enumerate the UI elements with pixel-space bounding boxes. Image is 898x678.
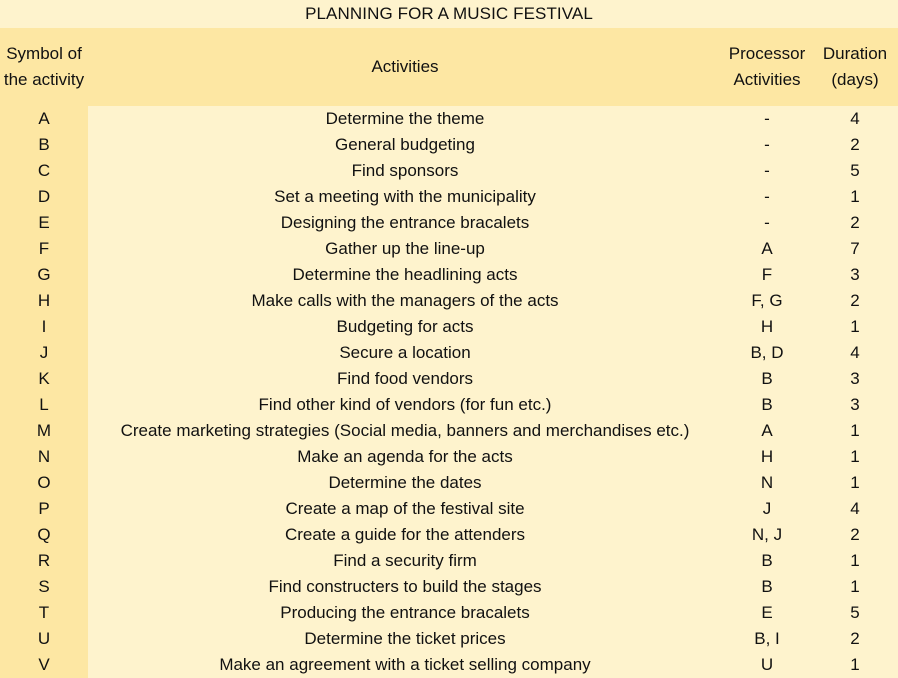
cell-symbol: F	[0, 236, 88, 262]
cell-processor: B, I	[722, 626, 812, 652]
header-row	[0, 28, 898, 106]
cell-processor: A	[722, 418, 812, 444]
cell-duration: 2	[812, 626, 898, 652]
cell-duration: 5	[812, 600, 898, 626]
cell-activity: Create marketing strategies (Social media, banners and merchandises etc.)	[88, 418, 722, 444]
cell-duration: 2	[812, 288, 898, 314]
cell-activity: Determine the headlining acts	[88, 262, 722, 288]
table-row	[0, 132, 898, 158]
cell-symbol: B	[0, 132, 88, 158]
cell-duration: 4	[812, 106, 898, 132]
cell-activity: Create a guide for the attenders	[88, 522, 722, 548]
cell-activity: Find sponsors	[88, 158, 722, 184]
cell-duration: 5	[812, 158, 898, 184]
table-row	[0, 366, 898, 392]
table-body	[0, 106, 898, 678]
table-row	[0, 184, 898, 210]
cell-activity: Find constructers to build the stages	[88, 574, 722, 600]
cell-activity: Determine the ticket prices	[88, 626, 722, 652]
table-title: PLANNING FOR A MUSIC FESTIVAL	[0, 0, 898, 28]
cell-duration: 3	[812, 262, 898, 288]
cell-activity: Producing the entrance bracalets	[88, 600, 722, 626]
table-row	[0, 522, 898, 548]
table-row	[0, 600, 898, 626]
cell-duration: 4	[812, 496, 898, 522]
header-activities	[88, 28, 722, 106]
cell-processor: B	[722, 392, 812, 418]
cell-symbol: M	[0, 418, 88, 444]
cell-processor: -	[722, 210, 812, 236]
header-activities-label: Activities	[371, 57, 439, 76]
cell-symbol: V	[0, 652, 88, 678]
cell-activity: Set a meeting with the municipality	[88, 184, 722, 210]
table-row	[0, 158, 898, 184]
header-symbol	[0, 28, 88, 106]
table-row	[0, 470, 898, 496]
cell-symbol: E	[0, 210, 88, 236]
table-row	[0, 262, 898, 288]
cell-processor: N	[722, 470, 812, 496]
cell-processor: H	[722, 444, 812, 470]
cell-processor: -	[722, 158, 812, 184]
cell-activity: Determine the theme	[88, 106, 722, 132]
cell-activity: Find food vendors	[88, 366, 722, 392]
cell-symbol: H	[0, 288, 88, 314]
cell-processor: -	[722, 184, 812, 210]
cell-processor: E	[722, 600, 812, 626]
cell-symbol: I	[0, 314, 88, 340]
cell-symbol: O	[0, 470, 88, 496]
header-processor	[722, 28, 812, 106]
cell-symbol: R	[0, 548, 88, 574]
cell-symbol: P	[0, 496, 88, 522]
cell-activity: Determine the dates	[88, 470, 722, 496]
cell-processor: N, J	[722, 522, 812, 548]
table-row	[0, 340, 898, 366]
cell-duration: 1	[812, 418, 898, 444]
header-duration-label: Duration (days)	[822, 44, 888, 89]
cell-processor: F	[722, 262, 812, 288]
table-row	[0, 288, 898, 314]
cell-processor: B, D	[722, 340, 812, 366]
cell-activity: Make an agreement with a ticket selling company	[88, 652, 722, 678]
cell-processor: -	[722, 106, 812, 132]
cell-symbol: Q	[0, 522, 88, 548]
cell-activity: Budgeting for acts	[88, 314, 722, 340]
cell-duration: 1	[812, 444, 898, 470]
cell-duration: 2	[812, 132, 898, 158]
cell-duration: 3	[812, 392, 898, 418]
cell-processor: -	[722, 132, 812, 158]
cell-symbol: J	[0, 340, 88, 366]
cell-symbol: T	[0, 600, 88, 626]
cell-processor: B	[722, 366, 812, 392]
cell-symbol: D	[0, 184, 88, 210]
cell-duration: 1	[812, 184, 898, 210]
cell-duration: 1	[812, 314, 898, 340]
table-row	[0, 106, 898, 132]
cell-activity: Find other kind of vendors (for fun etc.)	[88, 392, 722, 418]
table-row	[0, 496, 898, 522]
cell-processor: B	[722, 574, 812, 600]
cell-processor: U	[722, 652, 812, 678]
cell-processor: J	[722, 496, 812, 522]
cell-activity: Create a map of the festival site	[88, 496, 722, 522]
cell-duration: 1	[812, 652, 898, 678]
cell-symbol: L	[0, 392, 88, 418]
header-processor-label: Processor Activities	[728, 44, 806, 89]
cell-duration: 3	[812, 366, 898, 392]
cell-symbol: A	[0, 106, 88, 132]
cell-symbol: N	[0, 444, 88, 470]
table-row	[0, 236, 898, 262]
cell-activity: Find a security firm	[88, 548, 722, 574]
cell-processor: F, G	[722, 288, 812, 314]
cell-activity: Gather up the line-up	[88, 236, 722, 262]
cell-symbol: U	[0, 626, 88, 652]
cell-symbol: C	[0, 158, 88, 184]
table-row	[0, 574, 898, 600]
cell-duration: 1	[812, 470, 898, 496]
cell-activity: Make calls with the managers of the acts	[88, 288, 722, 314]
table-row	[0, 548, 898, 574]
cell-symbol: K	[0, 366, 88, 392]
table-row	[0, 418, 898, 444]
cell-processor: B	[722, 548, 812, 574]
cell-symbol: G	[0, 262, 88, 288]
cell-duration: 2	[812, 210, 898, 236]
cell-processor: H	[722, 314, 812, 340]
cell-processor: A	[722, 236, 812, 262]
cell-duration: 7	[812, 236, 898, 262]
header-duration	[812, 28, 898, 106]
table-row	[0, 444, 898, 470]
table-row	[0, 392, 898, 418]
cell-activity: General budgeting	[88, 132, 722, 158]
cell-activity: Designing the entrance bracalets	[88, 210, 722, 236]
cell-duration: 1	[812, 548, 898, 574]
header-symbol-label: Symbol of the activity	[3, 44, 85, 89]
table-row	[0, 652, 898, 678]
table-row	[0, 210, 898, 236]
cell-duration: 4	[812, 340, 898, 366]
cell-symbol: S	[0, 574, 88, 600]
cell-activity: Secure a location	[88, 340, 722, 366]
cell-activity: Make an agenda for the acts	[88, 444, 722, 470]
table-row	[0, 626, 898, 652]
cell-duration: 2	[812, 522, 898, 548]
table-row	[0, 314, 898, 340]
cell-duration: 1	[812, 574, 898, 600]
